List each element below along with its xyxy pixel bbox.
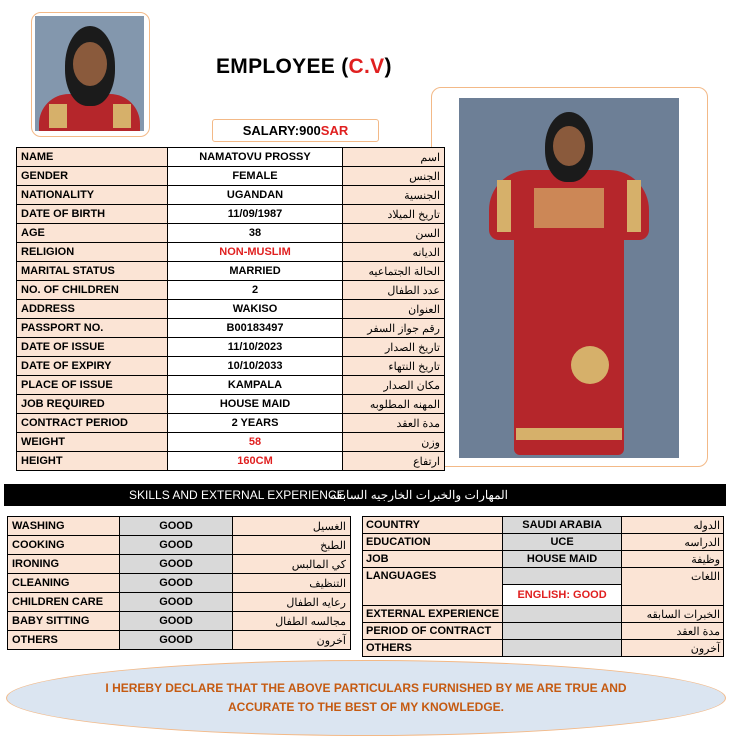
info-arabic-label: مكان الصدار — [343, 376, 445, 395]
skill-label: CHILDREN CARE — [8, 593, 120, 612]
skills-header-arabic: المهارات والخبرات الخارجيه السابقه — [330, 488, 508, 502]
info-label: WEIGHT — [17, 433, 168, 452]
exp-value — [503, 640, 622, 657]
info-arabic-label: مدة العقد — [343, 414, 445, 433]
info-arabic-label: تاريخ النتهاء — [343, 357, 445, 376]
info-row — [17, 357, 445, 376]
page-title: EMPLOYEE (C.V) — [216, 55, 392, 78]
info-value: 11/10/2023 — [168, 338, 343, 357]
info-value: 11/09/1987 — [168, 205, 343, 224]
exp-label: OTHERS — [363, 640, 503, 657]
info-label: NO. OF CHILDREN — [17, 281, 168, 300]
exp-arabic: الدراسه — [622, 534, 724, 551]
salary-currency: SAR — [320, 123, 349, 138]
exp-arabic: آخرون — [622, 640, 724, 657]
skill-arabic-label: الغسيل — [233, 517, 351, 536]
skill-row — [8, 593, 351, 612]
skill-arabic-label: رعايه الطفال — [233, 593, 351, 612]
skill-row — [8, 555, 351, 574]
exp-row-languages — [363, 568, 724, 585]
exp-value-blank — [503, 568, 622, 585]
info-value: 38 — [168, 224, 343, 243]
skill-value: GOOD — [120, 574, 233, 593]
info-arabic-label: العنوان — [343, 300, 445, 319]
info-row — [17, 414, 445, 433]
skills-header-english: SKILLS AND EXTERNAL EXPERIENCE — [129, 488, 345, 502]
info-value: NAMATOVU PROSSY — [168, 148, 343, 167]
skill-row — [8, 631, 351, 650]
info-arabic-label: عدد الطفال — [343, 281, 445, 300]
info-arabic-label: رقم جواز السفر — [343, 319, 445, 338]
info-row — [17, 148, 445, 167]
skill-arabic-label: التنظيف — [233, 574, 351, 593]
salary-box — [212, 119, 379, 142]
info-label: ADDRESS — [17, 300, 168, 319]
info-value: HOUSE MAID — [168, 395, 343, 414]
exp-label: EXTERNAL EXPERIENCE — [363, 606, 503, 623]
info-row — [17, 224, 445, 243]
exp-row-contract — [363, 623, 724, 640]
info-label: PLACE OF ISSUE — [17, 376, 168, 395]
info-label: AGE — [17, 224, 168, 243]
info-value: B00183497 — [168, 319, 343, 338]
exp-value: HOUSE MAID — [503, 551, 622, 568]
info-arabic-label: السن — [343, 224, 445, 243]
declaration-line-2: ACCURATE TO THE BEST OF MY KNOWLEDGE. — [227, 700, 504, 714]
info-row — [17, 167, 445, 186]
exp-value: SAUDI ARABIA — [503, 517, 622, 534]
portrait-photo — [31, 12, 150, 137]
exp-row-education — [363, 534, 724, 551]
skill-label: IRONING — [8, 555, 120, 574]
skill-label: BABY SITTING — [8, 612, 120, 631]
info-label: MARITAL STATUS — [17, 262, 168, 281]
exp-arabic: مدة العقد — [622, 623, 724, 640]
skill-row — [8, 574, 351, 593]
skill-label: COOKING — [8, 536, 120, 555]
exp-label: PERIOD OF CONTRACT — [363, 623, 503, 640]
exp-label: EDUCATION — [363, 534, 503, 551]
info-value: MARRIED — [168, 262, 343, 281]
skill-value: GOOD — [120, 612, 233, 631]
info-label: NATIONALITY — [17, 186, 168, 205]
info-value: NON-MUSLIM — [168, 243, 343, 262]
info-row — [17, 433, 445, 452]
skill-arabic-label: مجالسه الطفال — [233, 612, 351, 631]
info-value: 10/10/2033 — [168, 357, 343, 376]
skill-label: WASHING — [8, 517, 120, 536]
exp-value — [503, 623, 622, 640]
info-arabic-label: تاريخ الميلاد — [343, 205, 445, 224]
info-value: 58 — [168, 433, 343, 452]
skill-value: GOOD — [120, 536, 233, 555]
info-value: 160CM — [168, 452, 343, 471]
info-row — [17, 300, 445, 319]
skill-label: CLEANING — [8, 574, 120, 593]
info-row — [17, 205, 445, 224]
info-value: 2 YEARS — [168, 414, 343, 433]
skill-row — [8, 536, 351, 555]
skill-arabic-label: الطبخ — [233, 536, 351, 555]
info-arabic-label: الجنس — [343, 167, 445, 186]
info-row — [17, 281, 445, 300]
full-body-photo — [431, 87, 708, 467]
declaration-ellipse — [6, 660, 726, 736]
exp-arabic: اللغات — [622, 568, 724, 606]
skill-arabic-label: آخرون — [233, 631, 351, 650]
info-row — [17, 395, 445, 414]
experience-table — [362, 516, 724, 657]
exp-label: JOB — [363, 551, 503, 568]
skill-value: GOOD — [120, 517, 233, 536]
skill-value: GOOD — [120, 555, 233, 574]
exp-label: LANGUAGES — [363, 568, 503, 606]
info-row — [17, 338, 445, 357]
info-label: RELIGION — [17, 243, 168, 262]
exp-row-others — [363, 640, 724, 657]
exp-value: UCE — [503, 534, 622, 551]
info-row — [17, 243, 445, 262]
info-arabic-label: تاريخ الصدار — [343, 338, 445, 357]
info-arabic-label: الديانه — [343, 243, 445, 262]
info-value: UGANDAN — [168, 186, 343, 205]
info-arabic-label: الجنسية — [343, 186, 445, 205]
declaration-line-1: I HEREBY DECLARE THAT THE ABOVE PARTICULARS FURNISHED BY ME ARE TRUE AND — [105, 681, 627, 695]
info-label: JOB REQUIRED — [17, 395, 168, 414]
skills-header-bar — [4, 484, 726, 506]
info-arabic-label: اسم — [343, 148, 445, 167]
skills-table — [7, 516, 351, 650]
info-label: NAME — [17, 148, 168, 167]
exp-label: COUNTRY — [363, 517, 503, 534]
skill-label: OTHERS — [8, 631, 120, 650]
salary-label: SALARY: — [242, 123, 300, 138]
skill-row — [8, 612, 351, 631]
exp-arabic: الخبرات السابقه — [622, 606, 724, 623]
info-value: 2 — [168, 281, 343, 300]
info-row — [17, 262, 445, 281]
exp-arabic: وظيفة — [622, 551, 724, 568]
exp-row-job — [363, 551, 724, 568]
info-label: HEIGHT — [17, 452, 168, 471]
info-row — [17, 376, 445, 395]
info-row — [17, 319, 445, 338]
skill-arabic-label: كي المالبس — [233, 555, 351, 574]
info-label: CONTRACT PERIOD — [17, 414, 168, 433]
exp-value — [503, 606, 622, 623]
info-row — [17, 186, 445, 205]
exp-row-external — [363, 606, 724, 623]
info-label: DATE OF EXPIRY — [17, 357, 168, 376]
info-value: FEMALE — [168, 167, 343, 186]
info-label: PASSPORT NO. — [17, 319, 168, 338]
skill-value: GOOD — [120, 593, 233, 612]
skill-row — [8, 517, 351, 536]
exp-arabic: الدوله — [622, 517, 724, 534]
skill-value: GOOD — [120, 631, 233, 650]
exp-value: ENGLISH: GOOD — [503, 585, 622, 606]
info-arabic-label: وزن — [343, 433, 445, 452]
info-arabic-label: ارتفاع — [343, 452, 445, 471]
info-label: DATE OF ISSUE — [17, 338, 168, 357]
info-arabic-label: المهنه المطلوبه — [343, 395, 445, 414]
exp-row-country — [363, 517, 724, 534]
salary-amount: 900 — [299, 123, 321, 138]
info-row — [17, 452, 445, 471]
info-value: KAMPALA — [168, 376, 343, 395]
info-arabic-label: الحالة الجتماعيه — [343, 262, 445, 281]
personal-info-table — [16, 147, 445, 471]
info-value: WAKISO — [168, 300, 343, 319]
info-label: DATE OF BIRTH — [17, 205, 168, 224]
info-label: GENDER — [17, 167, 168, 186]
